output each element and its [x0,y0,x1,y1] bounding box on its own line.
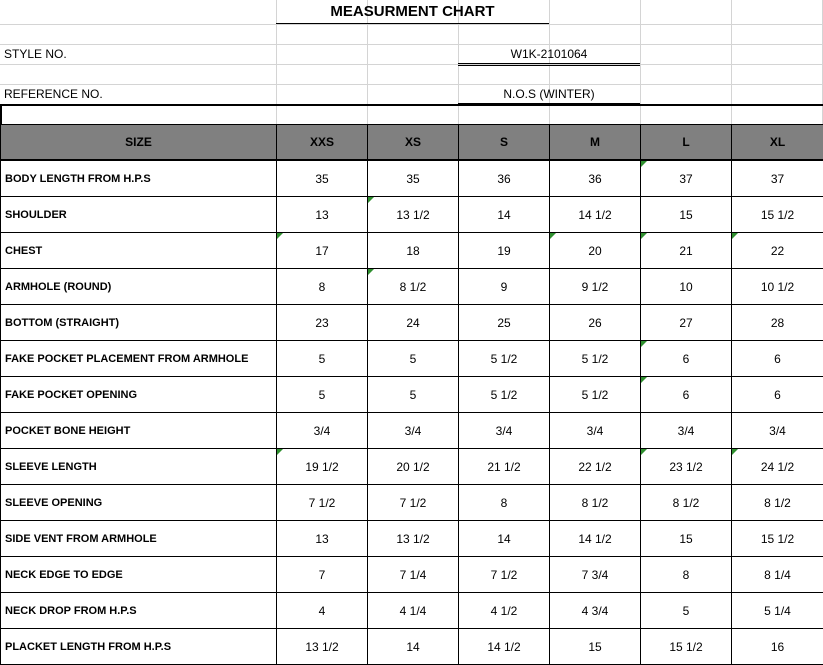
measurement-value: 6 [774,388,781,402]
measurement-cell[interactable] [277,233,368,269]
row-label[interactable]: SLEEVE LENGTH [1,449,277,485]
comment-marker-icon[interactable] [732,449,738,455]
measurement-cell[interactable] [368,160,459,197]
measurement-value: 4 1/4 [400,604,427,618]
measurement-value: 5 1/2 [491,352,518,366]
measurement-value: 18 [406,244,419,258]
row-label[interactable]: ARMHOLE (ROUND) [1,269,277,305]
row-label[interactable]: BODY LENGTH FROM H.P.S [1,160,277,197]
measurement-value: 14 1/2 [578,532,611,546]
measurement-value: 3/4 [314,424,331,438]
row-label[interactable]: SIDE VENT FROM ARMHOLE [1,521,277,557]
comment-marker-icon[interactable] [641,449,647,455]
measurement-value: 6 [774,352,781,366]
measurement-value: 9 1/2 [582,280,609,294]
header-l[interactable]: L [641,125,732,161]
measurement-value: 7 3/4 [582,568,609,582]
header-xl[interactable]: XL [732,125,823,161]
measurement-value: 15 [679,208,692,222]
table-row [1,449,823,485]
measurement-value: 13 [315,532,328,546]
row-label[interactable]: SLEEVE OPENING [1,485,277,521]
row-label[interactable]: CHEST [1,233,277,269]
left-border [0,104,2,124]
measurement-value: 7 [319,568,326,582]
measurement-cell[interactable] [732,485,823,521]
measurement-cell[interactable] [368,269,459,305]
grid-line [0,44,823,45]
measurement-cell[interactable] [277,485,368,521]
measurement-value: 21 [679,244,692,258]
measurement-cell[interactable] [641,485,732,521]
grid-line [0,84,823,85]
measurement-cell[interactable] [641,341,732,377]
style-no-label: STYLE NO. [4,44,67,64]
measurement-value: 14 [497,532,510,546]
measurement-value: 5 1/4 [764,604,791,618]
measurement-value: 7 1/4 [400,568,427,582]
measurement-cell[interactable] [368,197,459,233]
measurement-cell[interactable] [368,413,459,449]
measurement-cell[interactable] [368,377,459,413]
measurement-value: 15 [679,532,692,546]
measurement-cell[interactable] [732,449,823,485]
comment-marker-icon[interactable] [277,449,283,455]
measurement-value: 8 1/2 [673,496,700,510]
measurement-cell[interactable] [368,629,459,665]
measurement-cell[interactable] [277,377,368,413]
measurement-cell[interactable] [550,197,641,233]
measurement-cell[interactable] [550,160,641,197]
measurement-cell[interactable] [277,269,368,305]
table-body [1,160,823,665]
measurement-cell[interactable] [550,629,641,665]
measurement-value: 10 [679,280,692,294]
measurement-cell[interactable] [732,233,823,269]
measurement-cell[interactable] [459,413,550,449]
row-label[interactable]: BOTTOM (STRAIGHT) [1,305,277,341]
measurement-value: 3/4 [769,424,786,438]
measurement-cell[interactable] [550,377,641,413]
row-label[interactable]: SHOULDER [1,197,277,233]
grid-line [0,64,823,65]
row-label[interactable]: NECK DROP FROM H.P.S [1,593,277,629]
comment-marker-icon[interactable] [641,377,647,383]
measurement-value: 8 1/2 [400,280,427,294]
measurement-cell[interactable] [641,233,732,269]
measurement-cell[interactable] [277,305,368,341]
measurement-value: 25 [497,316,510,330]
measurement-cell[interactable] [368,233,459,269]
measurement-value: 35 [406,172,419,186]
measurement-cell[interactable] [641,377,732,413]
measurement-value: 36 [588,172,601,186]
measurement-value: 5 [410,388,417,402]
measurement-value: 15 1/2 [669,640,702,654]
comment-marker-icon[interactable] [732,233,738,239]
measurement-cell[interactable] [459,377,550,413]
measurement-value: 4 [319,604,326,618]
measurement-cell[interactable] [641,269,732,305]
style-no-double-underline [458,63,640,66]
measurement-cell[interactable] [459,449,550,485]
table-row [1,629,823,665]
measurement-value: 37 [679,172,692,186]
measurement-value: 14 [497,208,510,222]
table-row [1,485,823,521]
measurement-cell[interactable] [550,449,641,485]
measurement-cell[interactable] [732,341,823,377]
measurement-value: 20 1/2 [396,460,429,474]
style-no-value[interactable]: W1K-2101064 [458,44,640,64]
measurement-value: 7 1/2 [491,568,518,582]
measurement-value: 10 1/2 [761,280,794,294]
measurement-value: 36 [497,172,510,186]
measurement-cell[interactable] [732,593,823,629]
measurement-value: 24 1/2 [761,460,794,474]
measurement-cell[interactable] [732,413,823,449]
measurement-value: 24 [406,316,419,330]
measurement-cell[interactable] [459,593,550,629]
measurement-cell[interactable] [277,521,368,557]
table-row [1,160,823,197]
chart-title: MEASURMENT CHART [276,0,549,24]
title-underline [276,23,549,24]
measurement-cell[interactable] [459,305,550,341]
measurement-cell[interactable] [368,449,459,485]
measurement-value: 37 [771,172,784,186]
measurement-cell[interactable] [368,341,459,377]
measurement-value: 16 [771,640,784,654]
measurement-cell[interactable] [459,160,550,197]
measurement-value: 14 1/2 [578,208,611,222]
measurement-cell[interactable] [459,197,550,233]
measurement-cell[interactable] [732,629,823,665]
measurement-cell[interactable] [277,593,368,629]
measurement-value: 9 [501,280,508,294]
measurement-value: 27 [679,316,692,330]
measurement-value: 4 1/2 [491,604,518,618]
measurement-cell[interactable] [641,449,732,485]
measurement-value: 17 [315,244,328,258]
measurement-cell[interactable] [641,305,732,341]
measurement-cell[interactable] [550,269,641,305]
measurement-value: 4 3/4 [582,604,609,618]
measurement-cell[interactable] [732,377,823,413]
measurement-value: 8 [683,568,690,582]
header-xxs[interactable]: XXS [277,125,368,161]
measurement-value: 7 1/2 [309,496,336,510]
measurement-value: 23 [315,316,328,330]
measurement-cell[interactable] [459,233,550,269]
table-row [1,521,823,557]
measurement-value: 3/4 [587,424,604,438]
measurement-table [0,124,823,665]
measurement-value: 5 1/2 [582,388,609,402]
measurement-value: 13 1/2 [396,208,429,222]
row-label[interactable]: FAKE POCKET PLACEMENT FROM ARMHOLE [1,341,277,377]
measurement-value: 19 [497,244,510,258]
measurement-value: 28 [771,316,784,330]
measurement-value: 13 [315,208,328,222]
measurement-value: 26 [588,316,601,330]
measurement-cell[interactable] [459,629,550,665]
measurement-value: 5 [319,352,326,366]
reference-no-value[interactable]: N.O.S (WINTER) [458,84,640,104]
header-s[interactable]: S [459,125,550,161]
measurement-cell[interactable] [368,557,459,593]
table-header-row [1,125,823,161]
measurement-value: 7 1/2 [400,496,427,510]
measurement-value: 19 1/2 [305,460,338,474]
measurement-cell[interactable] [277,160,368,197]
measurement-value: 15 [588,640,601,654]
measurement-value: 5 1/2 [491,388,518,402]
measurement-value: 3/4 [678,424,695,438]
measurement-cell[interactable] [641,593,732,629]
measurement-value: 8 [501,496,508,510]
header-m[interactable]: M [550,125,641,161]
measurement-value: 8 1/2 [764,496,791,510]
measurement-cell[interactable] [277,449,368,485]
measurement-cell[interactable] [459,521,550,557]
measurement-cell[interactable] [277,413,368,449]
measurement-value: 14 [406,640,419,654]
measurement-value: 6 [683,352,690,366]
measurement-value: 5 1/2 [582,352,609,366]
table-row [1,377,823,413]
measurement-cell[interactable] [368,593,459,629]
measurement-cell[interactable] [732,521,823,557]
measurement-cell[interactable] [277,557,368,593]
measurement-cell[interactable] [550,593,641,629]
header-size[interactable]: SIZE [1,125,277,161]
measurement-value: 23 1/2 [669,460,702,474]
measurement-cell[interactable] [459,557,550,593]
measurement-cell[interactable] [732,160,823,197]
reference-no-label: REFERENCE NO. [4,84,103,104]
row-label[interactable]: PLACKET LENGTH FROM H.P.S [1,629,277,665]
measurement-cell[interactable] [732,269,823,305]
measurement-value: 5 [683,604,690,618]
comment-marker-icon[interactable] [641,233,647,239]
header-xs[interactable]: XS [368,125,459,161]
measurement-value: 3/4 [496,424,513,438]
measurement-value: 35 [315,172,328,186]
measurement-value: 22 [771,244,784,258]
comment-marker-icon[interactable] [277,233,283,239]
measurement-value: 22 1/2 [578,460,611,474]
measurement-cell[interactable] [641,160,732,197]
comment-marker-icon[interactable] [368,269,374,275]
measurement-value: 8 1/2 [582,496,609,510]
measurement-value: 15 1/2 [761,532,794,546]
header-divider [0,104,823,106]
measurement-value: 8 [319,280,326,294]
measurement-value: 20 [588,244,601,258]
measurement-cell[interactable] [459,269,550,305]
comment-marker-icon[interactable] [641,341,647,347]
measurement-value: 15 1/2 [761,208,794,222]
table-row [1,269,823,305]
row-label[interactable]: FAKE POCKET OPENING [1,377,277,413]
measurement-value: 13 1/2 [396,532,429,546]
table-row [1,593,823,629]
table-row [1,413,823,449]
measurement-cell[interactable] [459,485,550,521]
measurement-cell[interactable] [277,629,368,665]
measurement-value: 14 1/2 [487,640,520,654]
row-label[interactable]: NECK EDGE TO EDGE [1,557,277,593]
measurement-cell[interactable] [368,305,459,341]
measurement-value: 21 1/2 [487,460,520,474]
measurement-cell[interactable] [732,305,823,341]
measurement-cell[interactable] [550,485,641,521]
measurement-cell[interactable] [550,521,641,557]
measurement-cell[interactable] [641,557,732,593]
measurement-cell[interactable] [641,197,732,233]
table-row [1,341,823,377]
measurement-cell[interactable] [641,521,732,557]
measurement-value: 8 1/4 [764,568,791,582]
measurement-cell[interactable] [641,413,732,449]
measurement-cell[interactable] [732,197,823,233]
measurement-cell[interactable] [550,305,641,341]
measurement-cell[interactable] [277,197,368,233]
table-row [1,197,823,233]
measurement-cell[interactable] [550,413,641,449]
table-row [1,557,823,593]
comment-marker-icon[interactable] [550,233,556,239]
comment-marker-icon[interactable] [641,161,647,167]
measurement-value: 5 [319,388,326,402]
measurement-cell[interactable] [732,557,823,593]
measurement-value: 3/4 [405,424,422,438]
measurement-cell[interactable] [368,485,459,521]
measurement-value: 13 1/2 [305,640,338,654]
measurement-cell[interactable] [550,341,641,377]
grid-line [0,24,823,25]
measurement-cell[interactable] [459,341,550,377]
measurement-cell[interactable] [368,521,459,557]
measurement-cell[interactable] [550,233,641,269]
measurement-cell[interactable] [277,341,368,377]
row-label[interactable]: POCKET BONE HEIGHT [1,413,277,449]
measurement-value: 5 [410,352,417,366]
measurement-cell[interactable] [641,629,732,665]
table-row [1,233,823,269]
measurement-cell[interactable] [550,557,641,593]
comment-marker-icon[interactable] [368,197,374,203]
measurement-value: 6 [683,388,690,402]
table-row [1,305,823,341]
